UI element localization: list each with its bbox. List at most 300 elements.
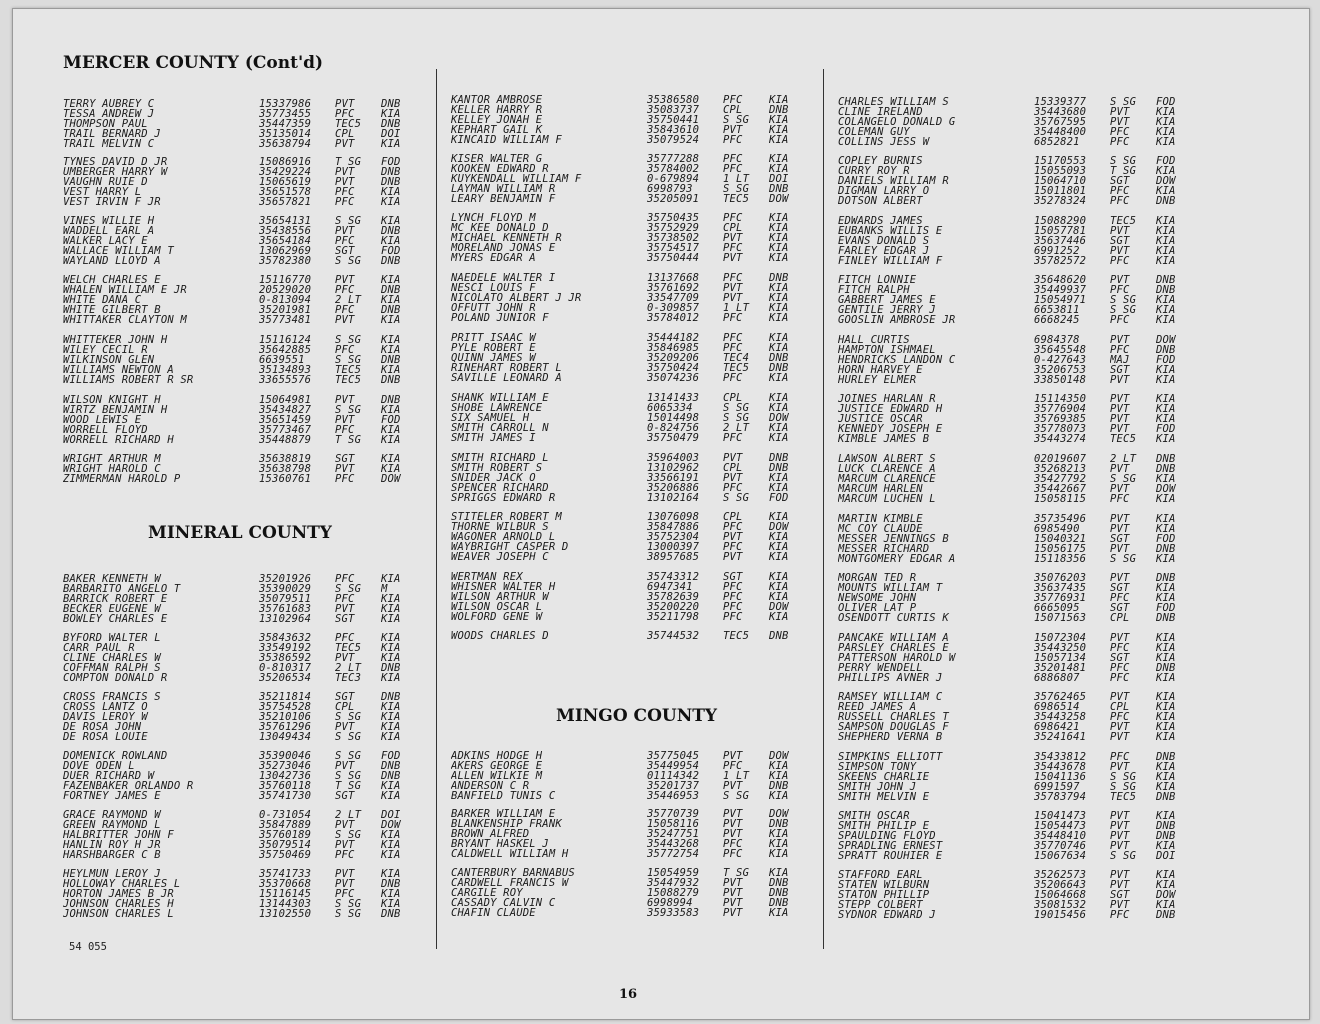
record-rank: S SG [335, 584, 362, 594]
record-status: DOW [1156, 890, 1176, 900]
record-name: SHEPHERD VERNA B [838, 732, 943, 742]
record-name: SMITH RICHARD L [451, 453, 549, 463]
record-group [838, 454, 1213, 504]
record-name: BRYANT HASKEL J [451, 839, 549, 849]
casualty-record [838, 831, 1213, 841]
record-status: KIA [1156, 127, 1176, 137]
record-rank: 1 LT [723, 174, 750, 184]
record-status: DOW [769, 602, 789, 612]
record-rank: PFC [723, 839, 743, 849]
casualty-record [451, 552, 823, 562]
record-group [451, 572, 823, 622]
record-rank: PFC [1110, 196, 1130, 206]
record-group [63, 335, 433, 385]
record-name: TRAIL BERNARD J [63, 129, 161, 139]
record-status: KIA [769, 592, 789, 602]
casualty-record [63, 256, 433, 266]
casualty-record [838, 534, 1213, 544]
record-name: DE ROSA JOHN [63, 722, 142, 732]
casualty-record [63, 761, 433, 771]
record-group [63, 157, 433, 207]
record-status: DNB [1156, 345, 1176, 355]
record-rank: PVT [1110, 573, 1130, 583]
footer-code: 54 055 [69, 941, 107, 953]
record-status: KIA [769, 433, 789, 443]
record-name: HALL CURTIS [838, 335, 910, 345]
record-name: CARR PAUL R [63, 643, 135, 653]
record-serial: 35201737 [647, 781, 700, 791]
record-serial: 0-731054 [259, 810, 312, 820]
record-status: KIA [1156, 772, 1176, 782]
record-name: CLINE IRELAND [838, 107, 923, 117]
record-status: KIA [1156, 643, 1176, 653]
record-name: KEPHART GAIL K [451, 125, 543, 135]
casualty-record [838, 890, 1213, 900]
record-status: DNB [1156, 196, 1176, 206]
record-rank: PFC [723, 154, 743, 164]
record-serial: 35761296 [259, 722, 312, 732]
record-status: KIA [1156, 216, 1176, 226]
record-name: KIMBLE JAMES B [838, 434, 930, 444]
record-name: RUSSELL CHARLES T [838, 712, 949, 722]
record-status: KIA [381, 869, 401, 879]
record-name: WHITE DANA C [63, 295, 142, 305]
casualty-record [63, 614, 433, 624]
record-serial: 0-810317 [259, 663, 312, 673]
record-name: HORN HARVEY E [838, 365, 923, 375]
record-name: STAFFORD EARL [838, 870, 923, 880]
record-serial: 35390029 [259, 584, 312, 594]
record-status: KIA [769, 542, 789, 552]
record-name: WORRELL FLOYD [63, 425, 148, 435]
record-rank: PFC [723, 483, 743, 493]
record-status: KIA [1156, 514, 1176, 524]
record-status: DNB [769, 878, 789, 888]
record-rank: 2 LT [335, 810, 362, 820]
record-serial: 35760189 [259, 830, 312, 840]
record-serial: 35750479 [647, 433, 700, 443]
casualty-record [838, 176, 1213, 186]
record-serial: 35370668 [259, 879, 312, 889]
record-rank: PFC [1110, 285, 1130, 295]
record-name: BARKER WILLIAM E [451, 809, 556, 819]
record-status: KIA [769, 135, 789, 145]
casualty-record [63, 375, 433, 385]
record-rank: T SG [335, 157, 362, 167]
casualty-record [838, 404, 1213, 414]
record-serial: 15086916 [259, 157, 312, 167]
record-name: BOWLEY CHARLES E [63, 614, 168, 624]
record-name: NEWSOME JOHN [838, 593, 917, 603]
casualty-record [451, 612, 823, 622]
record-status: DNB [769, 105, 789, 115]
casualty-record [451, 283, 823, 293]
record-serial: 35754517 [647, 243, 700, 253]
record-serial: 0-309857 [647, 303, 700, 313]
record-serial: 35654131 [259, 216, 312, 226]
casualty-record [63, 167, 433, 177]
casualty-record [63, 771, 433, 781]
record-rank: T SG [335, 435, 362, 445]
casualty-record [451, 115, 823, 125]
record-name: OLIVER LAT P [838, 603, 917, 613]
record-group [838, 335, 1213, 385]
record-name: LYNCH FLOYD M [451, 213, 536, 223]
record-status: KIA [1156, 870, 1176, 880]
record-serial: 15065619 [259, 177, 312, 187]
record-name: RAMSEY WILLIAM C [838, 692, 943, 702]
casualty-record [63, 732, 433, 742]
casualty-record [63, 464, 433, 474]
record-name: SMITH JAMES I [451, 433, 536, 443]
record-serial: 35433812 [1034, 752, 1087, 762]
casualty-record [63, 820, 433, 830]
record-name: NAEDELE WALTER I [451, 273, 556, 283]
record-status: DOW [1156, 335, 1176, 345]
record-rank: S SG [1110, 554, 1137, 564]
record-name: SMITH PHILIP E [838, 821, 930, 831]
record-name: KELLEY JONAH E [451, 115, 543, 125]
record-status: KIA [769, 829, 789, 839]
record-name: STATEN WILBURN [838, 880, 930, 890]
record-status: KIA [1156, 653, 1176, 663]
record-serial: 35209206 [647, 353, 700, 363]
record-rank: S SG [723, 493, 750, 503]
casualty-record [838, 97, 1213, 107]
casualty-record [451, 463, 823, 473]
record-rank: SGT [335, 614, 355, 624]
casualty-record [838, 484, 1213, 494]
record-serial: 35449954 [647, 761, 700, 771]
record-name: OSENDOTT CURTIS K [838, 613, 949, 623]
record-status: FOD [1156, 603, 1176, 613]
record-serial: 15116124 [259, 335, 312, 345]
casualty-record [838, 732, 1213, 742]
casualty-record [451, 493, 823, 503]
record-status: KIA [381, 594, 401, 604]
record-name: THOMPSON PAUL [63, 119, 148, 129]
casualty-record [838, 643, 1213, 653]
record-serial: 35760118 [259, 781, 312, 791]
record-name: SPRATT ROUHIER E [838, 851, 943, 861]
record-status: DNB [381, 879, 401, 889]
casualty-record [63, 305, 433, 315]
record-name: MARTIN KIMBLE [838, 514, 923, 524]
record-rank: PVT [1110, 375, 1130, 385]
record-serial: 6984378 [1034, 335, 1080, 345]
county-title: MINERAL COUNTY [148, 523, 332, 543]
record-name: ZIMMERMAN HAROLD P [63, 474, 181, 484]
record-serial: 35448400 [1034, 127, 1087, 137]
record-serial: 35741733 [259, 869, 312, 879]
record-status: KIA [381, 850, 401, 860]
casualty-record [451, 542, 823, 552]
casualty-record [63, 99, 433, 109]
casualty-record [838, 375, 1213, 385]
record-rank: PVT [335, 722, 355, 732]
record-name: SPRADLING ERNEST [838, 841, 943, 851]
record-serial: 35443274 [1034, 434, 1087, 444]
record-rank: S SG [1110, 295, 1137, 305]
record-rank: CPL [723, 393, 743, 403]
record-name: BROWN ALFRED [451, 829, 530, 839]
record-name: HURLEY ELMER [838, 375, 917, 385]
record-rank: PVT [335, 415, 355, 425]
record-name: PYLE ROBERT E [451, 343, 536, 353]
record-rank: PFC [335, 345, 355, 355]
record-name: WILSON OSCAR L [451, 602, 543, 612]
record-serial: 35268213 [1034, 464, 1087, 474]
record-rank: S SG [1110, 772, 1137, 782]
record-serial: 35642885 [259, 345, 312, 355]
record-serial: 6986514 [1034, 702, 1080, 712]
record-serial: 15058115 [1034, 494, 1087, 504]
casualty-record [451, 849, 823, 859]
record-status: DOW [381, 820, 401, 830]
casualty-record [63, 643, 433, 653]
record-name: PANCAKE WILLIAM A [838, 633, 949, 643]
casualty-record [451, 233, 823, 243]
record-status: DNB [769, 898, 789, 908]
record-status: KIA [769, 512, 789, 522]
record-rank: S SG [335, 335, 362, 345]
record-rank: PVT [1110, 811, 1130, 821]
record-name: DUER RICHARD W [63, 771, 155, 781]
record-serial: 35761683 [259, 604, 312, 614]
record-serial: 15071563 [1034, 613, 1087, 623]
record-name: RINEHART ROBERT L [451, 363, 562, 373]
record-serial: 35447932 [647, 878, 700, 888]
record-serial: 35782380 [259, 256, 312, 266]
record-rank: PVT [1110, 335, 1130, 345]
record-name: MC COY CLAUDE [838, 524, 923, 534]
casualty-record [838, 712, 1213, 722]
casualty-record [451, 413, 823, 423]
record-serial: 6639551 [259, 355, 305, 365]
record-status: KIA [769, 393, 789, 403]
record-rank: PFC [335, 850, 355, 860]
casualty-record [451, 631, 823, 641]
record-rank: S SG [1110, 782, 1137, 792]
record-status: KIA [381, 712, 401, 722]
record-status: KIA [381, 345, 401, 355]
record-rank: 2 LT [335, 295, 362, 305]
record-status: KIA [381, 722, 401, 732]
record-status: FOD [1156, 355, 1176, 365]
record-status: KIA [1156, 811, 1176, 821]
record-rank: PVT [723, 283, 743, 293]
record-status: KIA [381, 295, 401, 305]
record-serial: 35200220 [647, 602, 700, 612]
casualty-record [838, 573, 1213, 583]
record-rank: SGT [1110, 890, 1130, 900]
record-rank: TEC5 [1110, 434, 1137, 444]
record-rank: S SG [335, 751, 362, 761]
record-status: FOD [381, 246, 401, 256]
record-name: WRIGHT HAROLD C [63, 464, 161, 474]
record-serial: 6065334 [647, 403, 693, 413]
record-status: KIA [381, 673, 401, 683]
record-status: KIA [1156, 434, 1176, 444]
record-name: SPAULDING FLOYD [838, 831, 936, 841]
record-serial: 6986421 [1034, 722, 1080, 732]
record-rank: T SG [1110, 166, 1137, 176]
record-status: FOD [1156, 97, 1176, 107]
record-rank: TEC5 [335, 375, 362, 385]
record-serial: 35448879 [259, 435, 312, 445]
record-status: DNB [769, 888, 789, 898]
record-status: KIA [769, 303, 789, 313]
casualty-record [838, 305, 1213, 315]
casualty-record [63, 781, 433, 791]
record-status: DNB [769, 781, 789, 791]
record-rank: PFC [723, 761, 743, 771]
record-rank: SGT [1110, 583, 1130, 593]
record-status: DNB [769, 453, 789, 463]
record-serial: 35083737 [647, 105, 700, 115]
casualty-record [63, 702, 433, 712]
record-name: PRITT ISAAC W [451, 333, 536, 343]
casualty-record [63, 157, 433, 167]
record-status: DOW [1156, 484, 1176, 494]
record-status: DOW [769, 809, 789, 819]
casualty-record [63, 139, 433, 149]
record-serial: 35201481 [1034, 663, 1087, 673]
record-serial: 35964003 [647, 453, 700, 463]
record-serial: 6668245 [1034, 315, 1080, 325]
casualty-record [838, 692, 1213, 702]
record-name: HAMPTON ISHMAEL [838, 345, 936, 355]
record-serial: 35847889 [259, 820, 312, 830]
record-rank: S SG [335, 830, 362, 840]
record-name: DAVIS LEROY W [63, 712, 148, 722]
record-serial: 35770739 [647, 809, 700, 819]
casualty-record [451, 572, 823, 582]
casualty-record [838, 216, 1213, 226]
casualty-record [838, 236, 1213, 246]
record-name: QUINN JAMES W [451, 353, 536, 363]
record-name: SMITH OSCAR [838, 811, 910, 821]
record-rank: PVT [335, 226, 355, 236]
casualty-record [63, 584, 433, 594]
record-status: DNB [381, 909, 401, 919]
record-serial: 35443258 [1034, 712, 1087, 722]
record-rank: PFC [1110, 643, 1130, 653]
record-serial: 15056175 [1034, 544, 1087, 554]
record-name: GOOSLIN AMBROSE JR [838, 315, 956, 325]
record-serial: 35134893 [259, 365, 312, 375]
casualty-record [63, 177, 433, 187]
column-divider [436, 69, 437, 949]
record-status: KIA [1156, 494, 1176, 504]
casualty-record [451, 839, 823, 849]
record-status: KIA [769, 868, 789, 878]
record-name: COPLEY BURNIS [838, 156, 923, 166]
record-status: KIA [381, 315, 401, 325]
record-status: KIA [1156, 186, 1176, 196]
casualty-record [838, 464, 1213, 474]
record-name: FINLEY WILLIAM F [838, 256, 943, 266]
record-rank: PVT [1110, 275, 1130, 285]
record-rank: PVT [723, 878, 743, 888]
record-rank: CPL [723, 105, 743, 115]
record-status: DNB [769, 353, 789, 363]
record-rank: PVT [723, 532, 743, 542]
record-name: BANFIELD TUNIS C [451, 791, 556, 801]
record-name: GABBERT JAMES E [838, 295, 936, 305]
record-rank: PVT [723, 751, 743, 761]
record-rank: PVT [723, 829, 743, 839]
record-name: WHITE GILBERT B [63, 305, 161, 315]
record-status: DOW [381, 474, 401, 484]
record-name: SAVILLE LEONARD A [451, 373, 562, 383]
casualty-record [63, 663, 433, 673]
record-name: MOUNTS WILLIAM T [838, 583, 943, 593]
record-serial: 35782639 [647, 592, 700, 602]
record-rank: 2 LT [1110, 454, 1137, 464]
record-status: DNB [1156, 821, 1176, 831]
record-status: FOD [1156, 534, 1176, 544]
casualty-record [63, 355, 433, 365]
casualty-record [451, 453, 823, 463]
record-name: SPRIGGS EDWARD R [451, 493, 556, 503]
record-serial: 6852821 [1034, 137, 1080, 147]
record-rank: PFC [1110, 673, 1130, 683]
record-name: CARGILE ROY [451, 888, 523, 898]
record-status: DNB [381, 663, 401, 673]
record-status: KIA [1156, 732, 1176, 742]
record-rank: PFC [335, 594, 355, 604]
record-serial: 0-427643 [1034, 355, 1087, 365]
casualty-record [838, 474, 1213, 484]
record-serial: 35773455 [259, 109, 312, 119]
casualty-record [63, 909, 433, 919]
record-name: KINCAID WILLIAM F [451, 135, 562, 145]
record-group [63, 869, 433, 919]
record-serial: 35776931 [1034, 593, 1087, 603]
casualty-record [63, 295, 433, 305]
casualty-record [451, 273, 823, 283]
record-status: DNB [381, 395, 401, 405]
casualty-record [838, 196, 1213, 206]
record-name: ADKINS HODGE H [451, 751, 543, 761]
record-status: KIA [769, 582, 789, 592]
record-rank: PVT [1110, 226, 1130, 236]
record-rank: PVT [1110, 524, 1130, 534]
record-serial: 35201981 [259, 305, 312, 315]
record-rank: PVT [335, 761, 355, 771]
record-rank: S SG [335, 909, 362, 919]
record-rank: SGT [1110, 603, 1130, 613]
record-rank: PFC [723, 95, 743, 105]
record-status: KIA [769, 761, 789, 771]
record-rank: PVT [723, 453, 743, 463]
casualty-record [451, 602, 823, 612]
record-rank: PVT [335, 464, 355, 474]
record-status: DNB [381, 99, 401, 109]
casualty-record [63, 830, 433, 840]
record-status: KIA [1156, 137, 1176, 147]
record-serial: 15041136 [1034, 772, 1087, 782]
record-rank: PVT [1110, 544, 1130, 554]
record-status: DNB [769, 273, 789, 283]
record-rank: S SG [1110, 305, 1137, 315]
record-rank: PFC [335, 109, 355, 119]
record-status: KIA [1156, 633, 1176, 643]
record-group [838, 633, 1213, 683]
record-serial: 35761692 [647, 283, 700, 293]
record-rank: PVT [1110, 880, 1130, 890]
